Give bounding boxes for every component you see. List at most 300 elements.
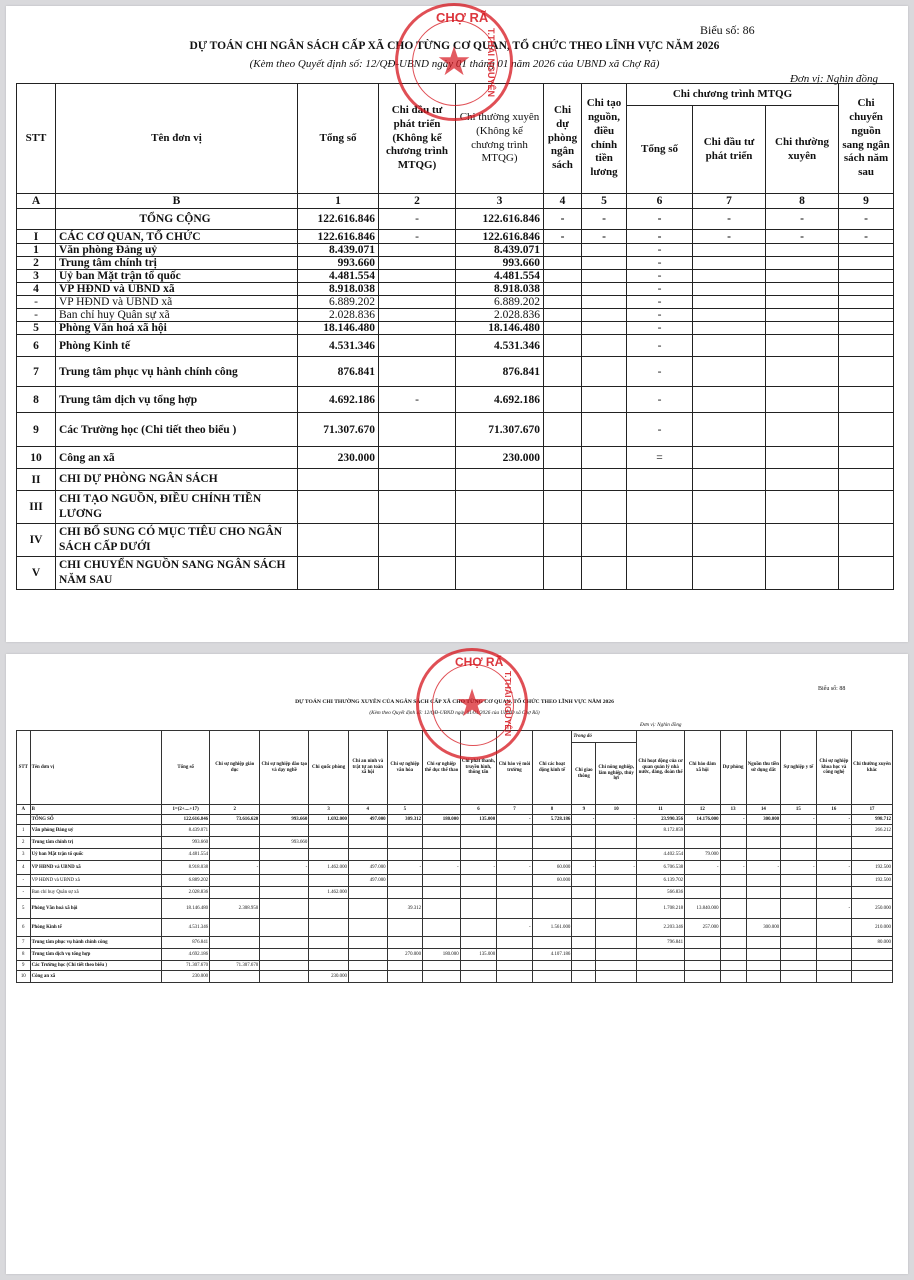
budget-table [16,83,894,590]
value-cell: - [627,230,693,244]
value-cell: 6.889.202 [456,296,544,309]
value-cell [423,899,461,919]
unit-name-cell: VP HĐND và UBND xã [30,861,162,875]
value-cell [816,825,851,837]
value-cell: - [693,209,766,230]
value-cell: 8.918.038 [298,283,379,296]
value-cell [720,825,746,837]
table-row [17,335,894,357]
value-cell [379,524,456,557]
value-cell [260,899,309,919]
value-cell: - [839,209,894,230]
value-cell: - [627,257,693,270]
value-cell [746,887,780,899]
value-cell [685,887,720,899]
page2-subtitle: (Kèm theo Quyết định số: 12/QĐ-UBND ngày 01/01/2026 của UBND xã Chợ Rã) [369,710,540,716]
value-cell [572,887,596,899]
value-cell: 1.462.000 [309,861,349,875]
table-row [17,469,894,491]
col2-land: Nguồn thu tiền sử dụng đất [746,731,780,805]
value-cell [781,971,816,983]
value-cell [544,283,582,296]
value-cell [456,491,544,524]
value-cell [720,971,746,983]
code-cell: 3 [456,194,544,209]
value-cell: - [497,919,532,937]
col2-economy: Chi các hoạt động kinh tế [532,731,572,805]
value-cell [544,413,582,447]
value-cell: 266.212 [852,825,893,837]
table-row [17,413,894,447]
page2-title: DỰ TOÁN CHI THƯỜNG XUYÊN CỦA NGÂN SÁCH CẤP XÃ CHO TỪNG CƠ QUAN, TỔ CHỨC THEO LĨNH VỰC NĂM 2026 [295,699,614,705]
value-cell [839,283,894,296]
value-cell: - [582,209,627,230]
value-cell: - [544,209,582,230]
col-transfer: Chi chuyển nguồn sang ngân sách năm sau [839,84,894,194]
value-cell [685,961,720,971]
value-cell [766,557,839,590]
value-cell [781,899,816,919]
value-cell [693,322,766,335]
value-cell [720,899,746,919]
value-cell: - [816,861,851,875]
col2-stt: STT [17,731,31,805]
value-cell: - [582,230,627,244]
stt-cell: I [17,230,56,244]
value-cell [685,875,720,887]
value-cell: 993.660 [298,257,379,270]
value-cell: 60.000 [532,875,572,887]
value-cell [637,949,685,961]
value-cell: - [627,309,693,322]
value-cell [348,949,387,961]
stt-cell: - [17,296,56,309]
value-cell [309,949,349,961]
value-cell: 993.660 [456,257,544,270]
code-cell [260,805,309,815]
code-cell: 13 [720,805,746,815]
value-cell [720,961,746,971]
value-cell [423,961,461,971]
value-cell: 2.028.836 [456,309,544,322]
stt-cell: 7 [17,937,31,949]
value-cell [497,849,532,861]
unit-name-cell: Uỷ ban Mặt trận tổ quốc [56,270,298,283]
value-cell [387,887,422,899]
value-cell: 497.000 [348,815,387,825]
value-cell [781,825,816,837]
table-row [17,887,893,899]
stt-cell [17,815,31,825]
value-cell [693,357,766,387]
value-cell [572,875,596,887]
value-cell [816,837,851,849]
value-cell [596,899,637,919]
value-cell [693,335,766,357]
value-cell [460,899,497,919]
value-cell [532,849,572,861]
value-cell [456,557,544,590]
value-cell [379,309,456,322]
value-cell [423,837,461,849]
col-mtqg: Chi chương trình MTQG [627,84,839,106]
value-cell [852,849,893,861]
value-cell: 2.028.836 [298,309,379,322]
code-cell: 10 [596,805,637,815]
value-cell: 60.000 [532,861,572,875]
value-cell [460,887,497,899]
code-cell: 7 [497,805,532,815]
value-cell [379,447,456,469]
value-cell [596,837,637,849]
value-cell: - [720,861,746,875]
value-cell [766,447,839,469]
unit-name-cell: Trung tâm phục vụ hành chính công [56,357,298,387]
value-cell [423,875,461,887]
col2-defense: Chi quốc phòng [309,731,349,805]
value-cell [348,919,387,937]
value-cell: 309.312 [387,815,422,825]
value-cell [260,849,309,861]
value-cell: - [572,815,596,825]
value-cell: 122.616.846 [456,230,544,244]
value-cell: 18.146.480 [456,322,544,335]
value-cell [720,875,746,887]
value-cell [460,849,497,861]
value-cell [720,887,746,899]
value-cell: 230.000 [309,971,349,983]
code-cell: 14 [746,805,780,815]
col2-environment: Chi bảo vệ môi trường [497,731,532,805]
value-cell [839,469,894,491]
value-cell [572,961,596,971]
value-cell: 993.660 [260,837,309,849]
value-cell [781,875,816,887]
stt-cell: II [17,469,56,491]
value-cell: - [379,209,456,230]
value-cell: - [816,815,851,825]
value-cell [387,875,422,887]
value-cell: 8.918.038 [162,861,210,875]
value-cell: - [627,322,693,335]
value-cell [627,524,693,557]
value-cell: 18.146.480 [162,899,210,919]
code-cell: 16 [816,805,851,815]
value-cell [766,309,839,322]
value-cell: 8.439.071 [456,244,544,257]
col2-social: Chi bảo đảm xã hội [685,731,720,805]
value-cell [720,919,746,937]
col2-health: Sự nghiệp y tế [781,731,816,805]
value-cell [460,937,497,949]
value-cell: 8.918.038 [456,283,544,296]
value-cell: 80.000 [852,937,893,949]
value-cell [596,919,637,937]
value-cell [298,524,379,557]
value-cell [582,557,627,590]
value-cell: 230.000 [162,971,210,983]
value-cell [582,413,627,447]
col2-reserve: Dự phòng [720,731,746,805]
value-cell: 180.000 [423,815,461,825]
value-cell [456,469,544,491]
table-row [17,387,894,413]
value-cell [839,335,894,357]
value-cell [423,937,461,949]
value-cell [260,825,309,837]
value-cell: 300.000 [746,919,780,937]
value-cell [532,899,572,919]
code-cell: 17 [852,805,893,815]
value-cell [816,887,851,899]
table-row [17,357,894,387]
value-cell [693,447,766,469]
form-number-2: Biểu số: 88 [818,686,846,692]
value-cell [544,524,582,557]
code-cell: 12 [685,805,720,815]
col2-security: Chi an ninh và trật tự an toàn xã hội [348,731,387,805]
value-cell: = [627,447,693,469]
value-cell [839,413,894,447]
value-cell [781,919,816,937]
col2-agriculture: Chi nông nghiệp, lâm nghiệp, thủy lợi [596,743,637,805]
value-cell: 4.531.346 [298,335,379,357]
value-cell [781,849,816,861]
code-cell: 2 [379,194,456,209]
value-cell [348,887,387,899]
value-cell [379,270,456,283]
value-cell: - [379,387,456,413]
official-seal: ★ CHỢ RÃ T.THÁI NGUYÊN [395,3,513,121]
value-cell [627,557,693,590]
value-cell: - [387,861,422,875]
unit-name-cell: Trung tâm dịch vụ tổng hợp [30,949,162,961]
table-row [17,283,894,296]
value-cell [348,825,387,837]
stt-cell: 4 [17,283,56,296]
code-cell: 2 [210,805,260,815]
value-cell [423,849,461,861]
value-cell [298,491,379,524]
value-cell [637,971,685,983]
table-row [17,230,894,244]
value-cell [596,961,637,971]
stt-cell: 6 [17,335,56,357]
col-mtqg-dev: Chi đầu tư phát triển [693,106,766,194]
value-cell: - [627,357,693,387]
unit-name-cell: Các Trường học (Chi tiết theo biểu ) [30,961,162,971]
code-cell: A [17,194,56,209]
value-cell [309,875,349,887]
value-cell [693,387,766,413]
value-cell [839,524,894,557]
stt-cell: III [17,491,56,524]
value-cell [766,322,839,335]
value-cell [460,875,497,887]
value-cell [746,849,780,861]
code-cell: 4 [544,194,582,209]
value-cell [544,335,582,357]
value-cell [839,387,894,413]
table-row [17,557,894,590]
table-row [17,296,894,309]
value-cell [544,557,582,590]
value-cell [852,837,893,849]
value-cell: 6.889.202 [162,875,210,887]
value-cell [544,270,582,283]
value-cell [746,825,780,837]
value-cell [766,469,839,491]
value-cell: 4.107.186 [532,949,572,961]
stt-cell: - [17,309,56,322]
value-cell [532,825,572,837]
table-row [17,209,894,230]
value-cell [582,309,627,322]
value-cell [379,322,456,335]
code-cell: 5 [582,194,627,209]
value-cell [309,919,349,937]
value-cell [746,875,780,887]
unit-name-cell: Phòng Kinh tế [30,919,162,937]
value-cell [582,524,627,557]
unit-name-cell: TỔNG SỐ [30,815,162,825]
table-row [17,270,894,283]
value-cell [839,296,894,309]
value-cell: 2.028.836 [162,887,210,899]
col2-sport: Chi sự nghiệp thể dục thể thao [423,731,461,805]
col-reserve: Chi dự phòng ngân sách [544,84,582,194]
code-cell: 6 [460,805,497,815]
value-cell [387,937,422,949]
value-cell [572,825,596,837]
value-cell [582,296,627,309]
value-cell [309,899,349,919]
unit-name-cell: Công an xã [56,447,298,469]
value-cell [210,971,260,983]
value-cell [839,309,894,322]
unit-name-cell: Các Trường học (Chi tiết theo biểu ) [56,413,298,447]
value-cell [210,849,260,861]
value-cell [720,937,746,949]
col2-education: Chi sự nghiệp giáo dục [210,731,260,805]
col2-training: Chi sự nghiệp đào tạo và dạy nghề [260,731,309,805]
value-cell: 6.139.702 [637,875,685,887]
col-salary: Chi tạo nguồn, điều chỉnh tiền lương [582,84,627,194]
value-cell [497,875,532,887]
value-cell: 180.000 [423,949,461,961]
value-cell [746,971,780,983]
value-cell [572,849,596,861]
value-cell [260,887,309,899]
table-row [17,961,893,971]
value-cell [260,937,309,949]
value-cell: - [627,244,693,257]
value-cell: 122.616.846 [162,815,210,825]
code-cell: 9 [839,194,894,209]
value-cell [544,357,582,387]
value-cell: - [839,230,894,244]
form-number: Biểu số: 86 [700,23,755,37]
value-cell: 2.203.346 [637,919,685,937]
value-cell: 497.000 [348,875,387,887]
value-cell [766,387,839,413]
value-cell [766,296,839,309]
value-cell [379,413,456,447]
value-cell: 5.728.186 [532,815,572,825]
value-cell: 2.308.950 [210,899,260,919]
value-cell [720,837,746,849]
value-cell [596,825,637,837]
value-cell: 8.172.859 [637,825,685,837]
unit-name-cell: CHI BỔ SUNG CÓ MỤC TIÊU CHO NGÂN SÁCH CẤP DƯỚI [56,524,298,557]
value-cell [816,961,851,971]
stt-cell: 1 [17,825,31,837]
value-cell [456,524,544,557]
value-cell [497,887,532,899]
value-cell: - [379,230,456,244]
unit-name-cell: Phòng Kinh tế [56,335,298,357]
value-cell: 497.000 [348,861,387,875]
value-cell [572,949,596,961]
value-cell [379,469,456,491]
value-cell [497,937,532,949]
value-cell: 71.307.670 [210,961,260,971]
table-row [17,815,893,825]
unit-name-cell: VP HĐND và UBND xã [56,283,298,296]
value-cell [766,283,839,296]
stt-cell: V [17,557,56,590]
value-cell [497,971,532,983]
stt-cell: - [17,875,31,887]
value-cell [210,937,260,949]
value-cell [816,849,851,861]
value-cell [210,825,260,837]
value-cell [348,971,387,983]
stt-cell: 2 [17,837,31,849]
value-cell [852,961,893,971]
col2-total: Tổng số [162,731,210,805]
value-cell: 300.000 [746,815,780,825]
value-cell [582,469,627,491]
value-cell [685,949,720,961]
value-cell [572,899,596,919]
value-cell [693,469,766,491]
value-cell [766,270,839,283]
unit-name-cell: Văn phòng Đảng uỷ [30,825,162,837]
value-cell [720,949,746,961]
table-row [17,322,894,335]
value-cell [460,837,497,849]
table-row [17,899,893,919]
stt-cell: 4 [17,861,31,875]
value-cell [309,849,349,861]
value-cell [693,244,766,257]
value-cell [387,961,422,971]
code-cell: 9 [572,805,596,815]
table-row [17,949,893,961]
col2-transport: Chi giao thông [572,743,596,805]
value-cell: 230.000 [456,447,544,469]
value-cell [582,387,627,413]
stt-cell: 3 [17,270,56,283]
value-cell: 4.402.554 [637,849,685,861]
value-cell [582,491,627,524]
value-cell [532,837,572,849]
table-row [17,919,893,937]
value-cell [693,413,766,447]
stt-cell: 9 [17,961,31,971]
value-cell: 135.000 [460,815,497,825]
